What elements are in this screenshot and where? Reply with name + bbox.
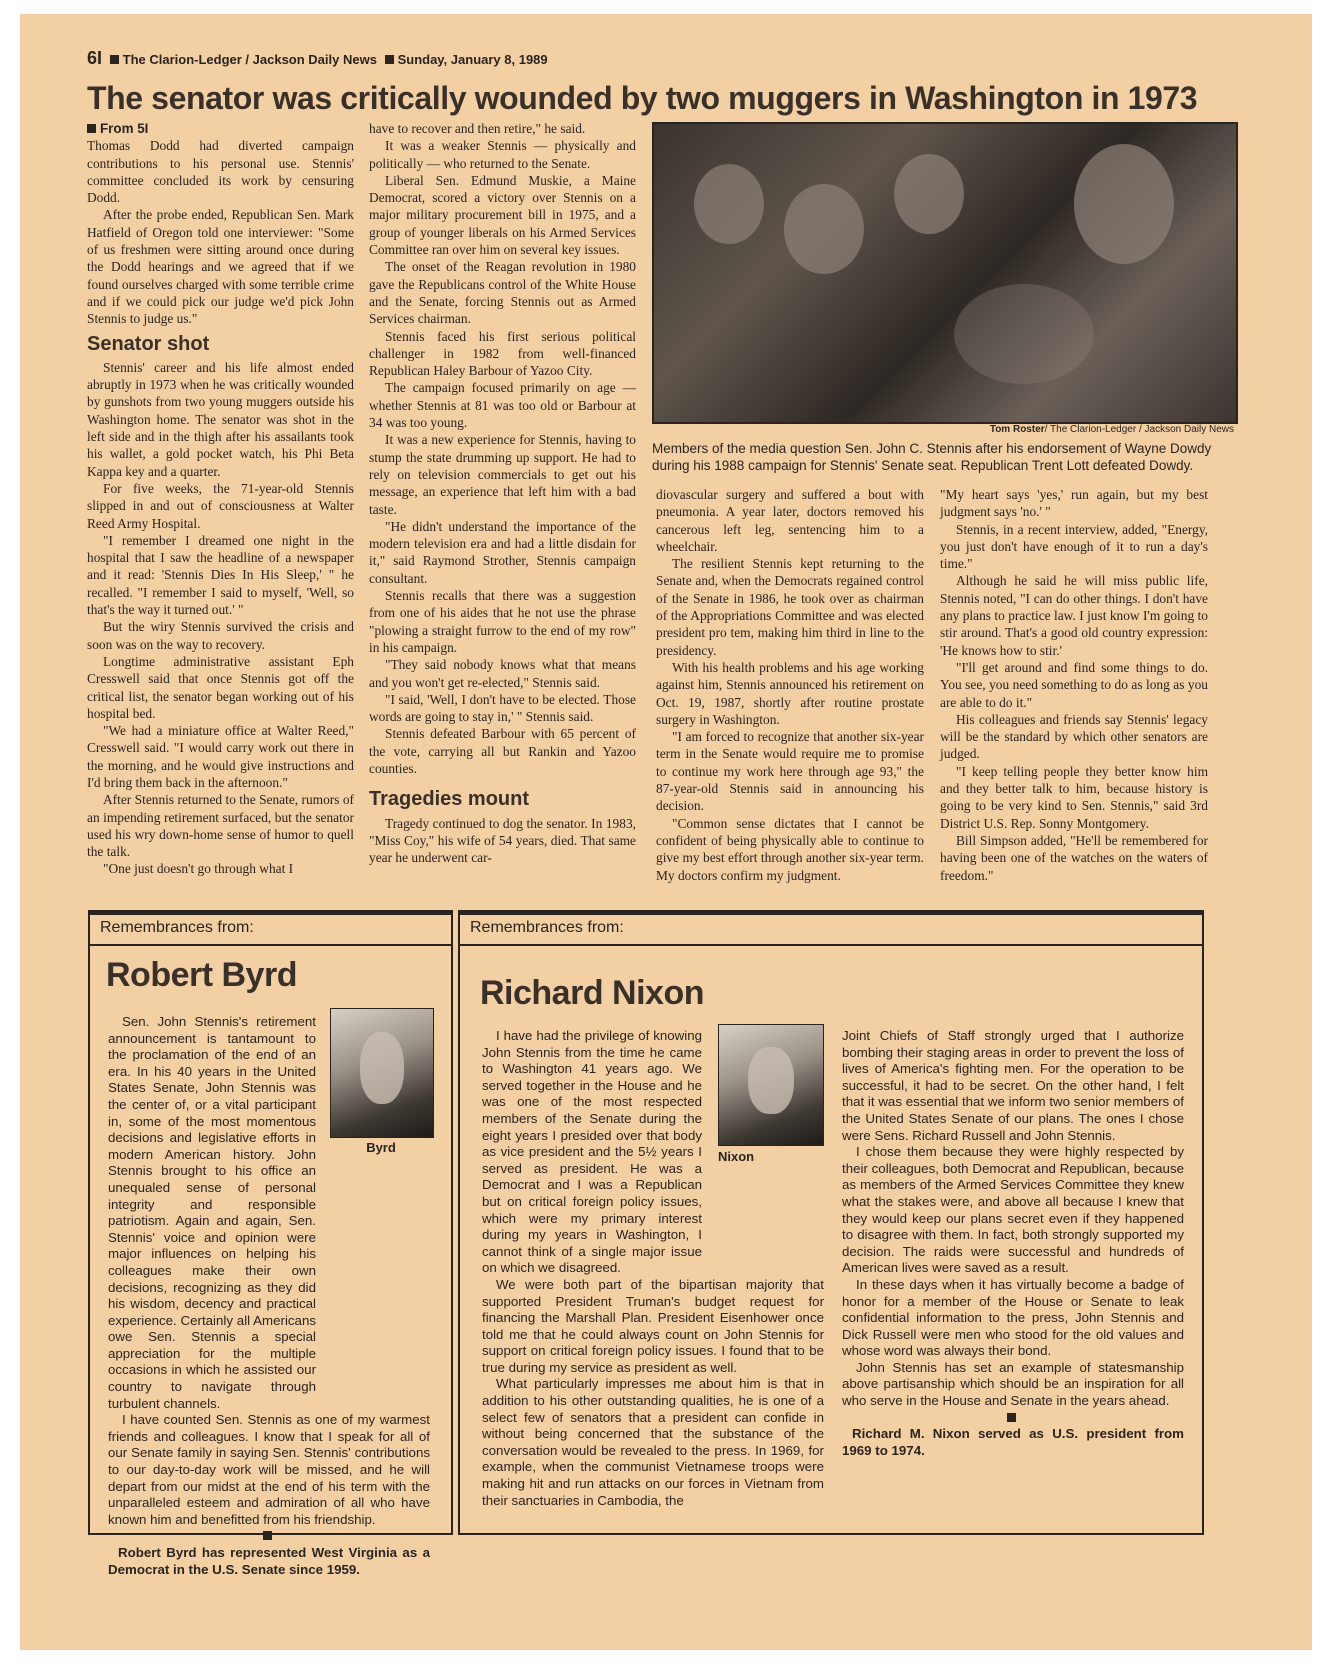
paragraph: "My heart says 'yes,' run again, but my best judgment says 'no.' " <box>940 487 1208 520</box>
paragraph: Stennis' career and his life almost ended abruptly in 1973 when he was critically wounded by gunshots from two young muggers outside his Washington home. The senator was shot in the left side and in the thigh after his assailants took his wallet, a gold pocket watch, his Phi Beta Kappa key and a quarter. <box>87 359 354 479</box>
paragraph: After the probe ended, Republican Sen. Mark Hatfield of Oregon told one interviewer: "Some of us freshmen were sitting around once during the Dodd hearings and we agreed that if we found ourselves charged with some terrible crime and if we could pick our judge we'd pick John Stennis to judge us." <box>87 207 354 327</box>
paragraph: After Stennis returned to the Senate, rumors of an impending retirement surfaced, but the senator used his wry down-home sense of humor to quell the talk. <box>87 792 354 860</box>
paragraph: Liberal Sen. Edmund Muskie, a Maine Democrat, scored a victory over Stennis on a major military procurement bill in 1975, and a group of younger liberals on his Armed Services Committee ran over him on several key issues. <box>369 172 636 258</box>
paragraph: Longtime administrative assistant Eph Cresswell said that once Stennis got off the critical list, the senator began working out of his hospital bed. <box>87 653 354 721</box>
article-column-1 <box>87 120 354 878</box>
square-bullet-icon <box>1007 1413 1016 1422</box>
paragraph: "I am forced to recognize that another six-year term in the Senate would require me to promise to continue my work here through age 93," the 87-year-old Stennis said in announcing his decision. <box>656 729 924 814</box>
paragraph: Bill Simpson added, "He'll be remembered for having been one of the watches on the waters of freedom." <box>940 832 1208 883</box>
subhead-tragedies-mount: Tragedies mount <box>369 788 530 811</box>
nixon-photo-label: Nixon <box>718 1149 755 1164</box>
paragraph: I have counted Sen. Stennis as one of my warmest friends and colleagues. I know that I speak for all of our Senate family in saying Sen. Stennis' contributions to our day-to-day work will be missed, and he will depart from our midst at the end of his term with the unparalleled esteem and admiration of all who have known him and benefitted from his friendship. <box>108 1412 430 1527</box>
nixon-name: Richard Nixon <box>480 974 704 1012</box>
headline: The senator was critically wounded by two muggers in Washington in 1973 <box>87 80 1198 116</box>
nixon-text-col-2 <box>842 1028 1184 1459</box>
square-bullet-icon <box>385 55 394 64</box>
paragraph: But the wiry Stennis survived the crisis and soon was on the way to recovery. <box>87 619 354 652</box>
paragraph: For five weeks, the 71-year-old Stennis slipped in and out of consciousness at Walter Reed Army Hospital. <box>87 480 354 531</box>
paragraph: "We had a miniature office at Walter Reed," Cresswell said. "I would carry work out there in the morning, and he would give instructions and I'd bring them back in the afternoon." <box>87 723 354 790</box>
paragraph: diovascular surgery and suffered a bout with pneumonia. A year later, doctors removed his cancerous left leg, sentencing him to a wheelchair. <box>656 487 924 554</box>
paragraph: "I remember I dreamed one night in the hospital that I saw the headline of a newspaper and it read: 'Stennis Dies In His Sleep,' " he recalled. "I remember I said to myself, 'Well, so that's the way it turned out.' " <box>87 532 354 618</box>
paragraph: "I'll get around and find some things to do. You see, you need something to do as long as you are able to do it." <box>940 659 1208 710</box>
end-mark <box>108 1528 430 1545</box>
photo-figure <box>1074 144 1174 264</box>
newspaper-page <box>20 14 1312 1650</box>
photo-figure <box>694 164 764 244</box>
paragraph: "They said nobody knows what that means and you won't get re-elected," Stennis said. <box>369 657 636 690</box>
issue-date: Sunday, January 8, 1989 <box>397 52 548 67</box>
paragraph: "He didn't understand the importance of the modern television era and had a little disdain for it," said Raymond Strother, Stennis campaign consultant. <box>369 518 636 586</box>
paragraph: Stennis, in a recent interview, added, "Energy, you just don't have enough of it to run a day's time." <box>940 521 1208 572</box>
photo-credit: Tom Roster/ The Clarion-Ledger / Jackson Daily News <box>989 424 1234 435</box>
paragraph: Stennis defeated Barbour with 65 percent of the vote, carrying all but Rankin and Yazoo counties. <box>369 726 636 776</box>
box-heading: Remembrances from: <box>470 919 624 936</box>
box-heading: Remembrances from: <box>100 919 254 936</box>
box-divider <box>90 944 451 946</box>
paragraph: The resilient Stennis kept returning to the Senate and, when the Democrats regained control of the Senate in 1986, he took over as chairman of the Appropriations Committee and was elected president pro tem, making him third in line to the presidency. <box>656 556 924 658</box>
byrd-text <box>108 1014 430 1578</box>
nixon-bio: Richard M. Nixon served as U.S. president from 1969 to 1974. <box>842 1426 1184 1458</box>
paragraph: The campaign focused primarily on age — whether Stennis at 81 was too old or Barbour at 34 was too young. <box>369 380 636 431</box>
media-photo <box>652 122 1238 424</box>
paragraph: John Stennis has set an example of statesmanship above partisanship which should be an inspiration for all who serve in the House and Senate in the years ahead. <box>842 1359 1184 1409</box>
nixon-text-col-1 <box>482 1028 824 1509</box>
paragraph: Thomas Dodd had diverted campaign contributions to his personal use. Stennis' committee concluded its work by censuring Dodd. <box>87 138 354 206</box>
square-bullet-icon <box>110 55 119 64</box>
byrd-photo-label: Byrd <box>366 1140 396 1155</box>
paragraph: We were both part of the bipartisan majority that supported President Truman's budget request for financing the Marshall Plan. President Eisenhower once told me that he could always count on John Stennis for support on critical foreign policy issues. I found that to be true during my service as president as well. <box>482 1276 824 1375</box>
paragraph: Stennis faced his first serious political challenger in 1982 from well-financed Republican Haley Barbour of Yazoo City. <box>369 328 636 379</box>
paragraph: The onset of the Reagan revolution in 1980 gave the Republicans control of the White House and the Senate, forcing Stennis out as Armed Services chairman. <box>369 259 636 327</box>
subhead-senator-shot: Senator shot <box>87 332 210 355</box>
box-divider <box>460 944 1202 946</box>
paragraph: Sen. John Stennis's retirement announcement is tantamount to the proclamation of the end of an era. In his 40 years in the United States Senate, John Stennis was the center of, or a vital participant in, some of the most momentous decisions and legislative efforts in modern American history. John Stennis brought to his office an unequaled sense of personal integrity and responsible patriotism. Again and again, Sen. Stennis' voice and opinion were major influences on helping his colleagues make their own decisions, recognizing as they did his wisdom, decency and practical experience. Certainly all Americans owe Sen. Stennis a special appreciation for the multiple occasions in which he assisted our country to navigate through turbulent channels. <box>108 1014 316 1411</box>
article-column-2 <box>369 120 636 866</box>
photo-figure <box>784 184 864 274</box>
paragraph: have to recover and then retire," he said. <box>369 121 586 136</box>
paragraph: I have had the privilege of knowing John Stennis from the time he came to Washington 41 years ago. We served together in the House and he was one of the most respected members of the Senate during the eight years I presided over that body as vice president and the 5½ years I served as president. He was a Democrat and I was a Republican but on critical foreign policy issues, which were my primary interest during my years in Washington, I cannot think of a single major issue on which we disagreed. <box>482 1028 702 1276</box>
paragraph: Although he said he will miss public life, Stennis noted, "I can do other things. I don't have any plans to practice law. I just know I'm going to stir around. That's a good old country expression: 'He knows how to stir.' <box>940 573 1208 658</box>
paragraph: It was a new experience for Stennis, having to stump the state drumming up support. He had to rely on television commercials to get out his message, an experience that left him with a bad taste. <box>369 432 636 517</box>
paragraph: I chose them because they were highly respected by their colleagues, both Democrat and Republican, because as members of the Armed Services Committee they knew what the stakes were, and above all because I knew that they would keep our plans secret even if they happened to disagree with them. In fact, both strongly supported my decision. The raids were successful and hundreds of American lives were saved as a result. <box>842 1144 1184 1276</box>
paragraph: "One just doesn't go through what I <box>103 861 294 877</box>
photo-caption: Members of the media question Sen. John C. Stennis after his endorsement of Wayne Dowdy during his 1988 campaign for Stennis' Senate seat. Republican Trent Lott defeated Dowdy. <box>652 441 1212 473</box>
square-bullet-icon <box>263 1531 272 1540</box>
paragraph: "I said, 'Well, I don't have to be elected. Those words are going to stay in,' " Stennis said. <box>369 691 636 725</box>
article-column-3 <box>656 486 924 884</box>
page-number: 6I <box>87 48 103 68</box>
end-mark <box>842 1410 1184 1427</box>
square-bullet-icon <box>87 124 96 133</box>
page-header <box>87 48 548 69</box>
photo-figure <box>954 284 1094 384</box>
paragraph: With his health problems and his age working against him, Stennis announced his retirement on Oct. 19, 1987, shortly after routine prostate surgery in Washington. <box>656 659 924 727</box>
paragraph: "Common sense dictates that I cannot be confident of being physically able to continue to give my best effort through another six-year term. My doctors confirm my judgment. <box>656 815 924 883</box>
jump-line: From 5I <box>87 120 354 137</box>
paragraph: His colleagues and friends say Stennis' legacy will be the standard by which other senators are judged. <box>940 711 1208 762</box>
paragraph: Tragedy continued to dog the senator. In 1983, "Miss Coy," his wife of 54 years, died. That same year he underwent car- <box>369 815 636 866</box>
paragraph: Stennis recalls that there was a suggestion from one of his aides that he not use the phrase "plowing a straight furrow to the end of my row" in his campaign. <box>369 588 636 655</box>
paragraph: In these days when it has virtually become a badge of honor for a member of the House or Senate to leak confidential information to the press, John Stennis and Dick Russell were men who stood for the old values and whose word was always their bond. <box>842 1276 1184 1359</box>
byrd-name: Robert Byrd <box>106 956 297 994</box>
paper-name: The Clarion-Ledger / Jackson Daily News <box>122 52 377 67</box>
paragraph: Joint Chiefs of Staff strongly urged that I authorize bombing their staging areas in order to prevent the loss of lives of America's fighting men. For the operation to be successful, it had to be secret. On the other hand, I felt that it was essential that we inform two senior members of the United States Senate of our plans. The ones I chose were Sens. Richard Russell and John Stennis. <box>842 1028 1184 1143</box>
article-column-4 <box>940 486 1208 884</box>
paragraph: What particularly impresses me about him is that in addition to his other outstanding qualities, he is one of a select few of senators that a president can confide in without being concerned that the substance of the conversation would be revealed to the press. In 1969, for example, when the communist Vietnamese troops were making hit and run attacks on our forces in Vietnam from their sanctuaries in Cambodia, the <box>482 1376 824 1508</box>
photo-figure <box>894 154 964 234</box>
paragraph: "I keep telling people they better know him and they better talk to him, because history is going to be very kind to Sen. Stennis," said 3rd District U.S. Rep. Sonny Montgomery. <box>940 763 1208 831</box>
byrd-bio: Robert Byrd has represented West Virginia as a Democrat in the U.S. Senate since 1959. <box>108 1545 430 1577</box>
paragraph: It was a weaker Stennis — physically and politically — who returned to the Senate. <box>369 138 636 171</box>
